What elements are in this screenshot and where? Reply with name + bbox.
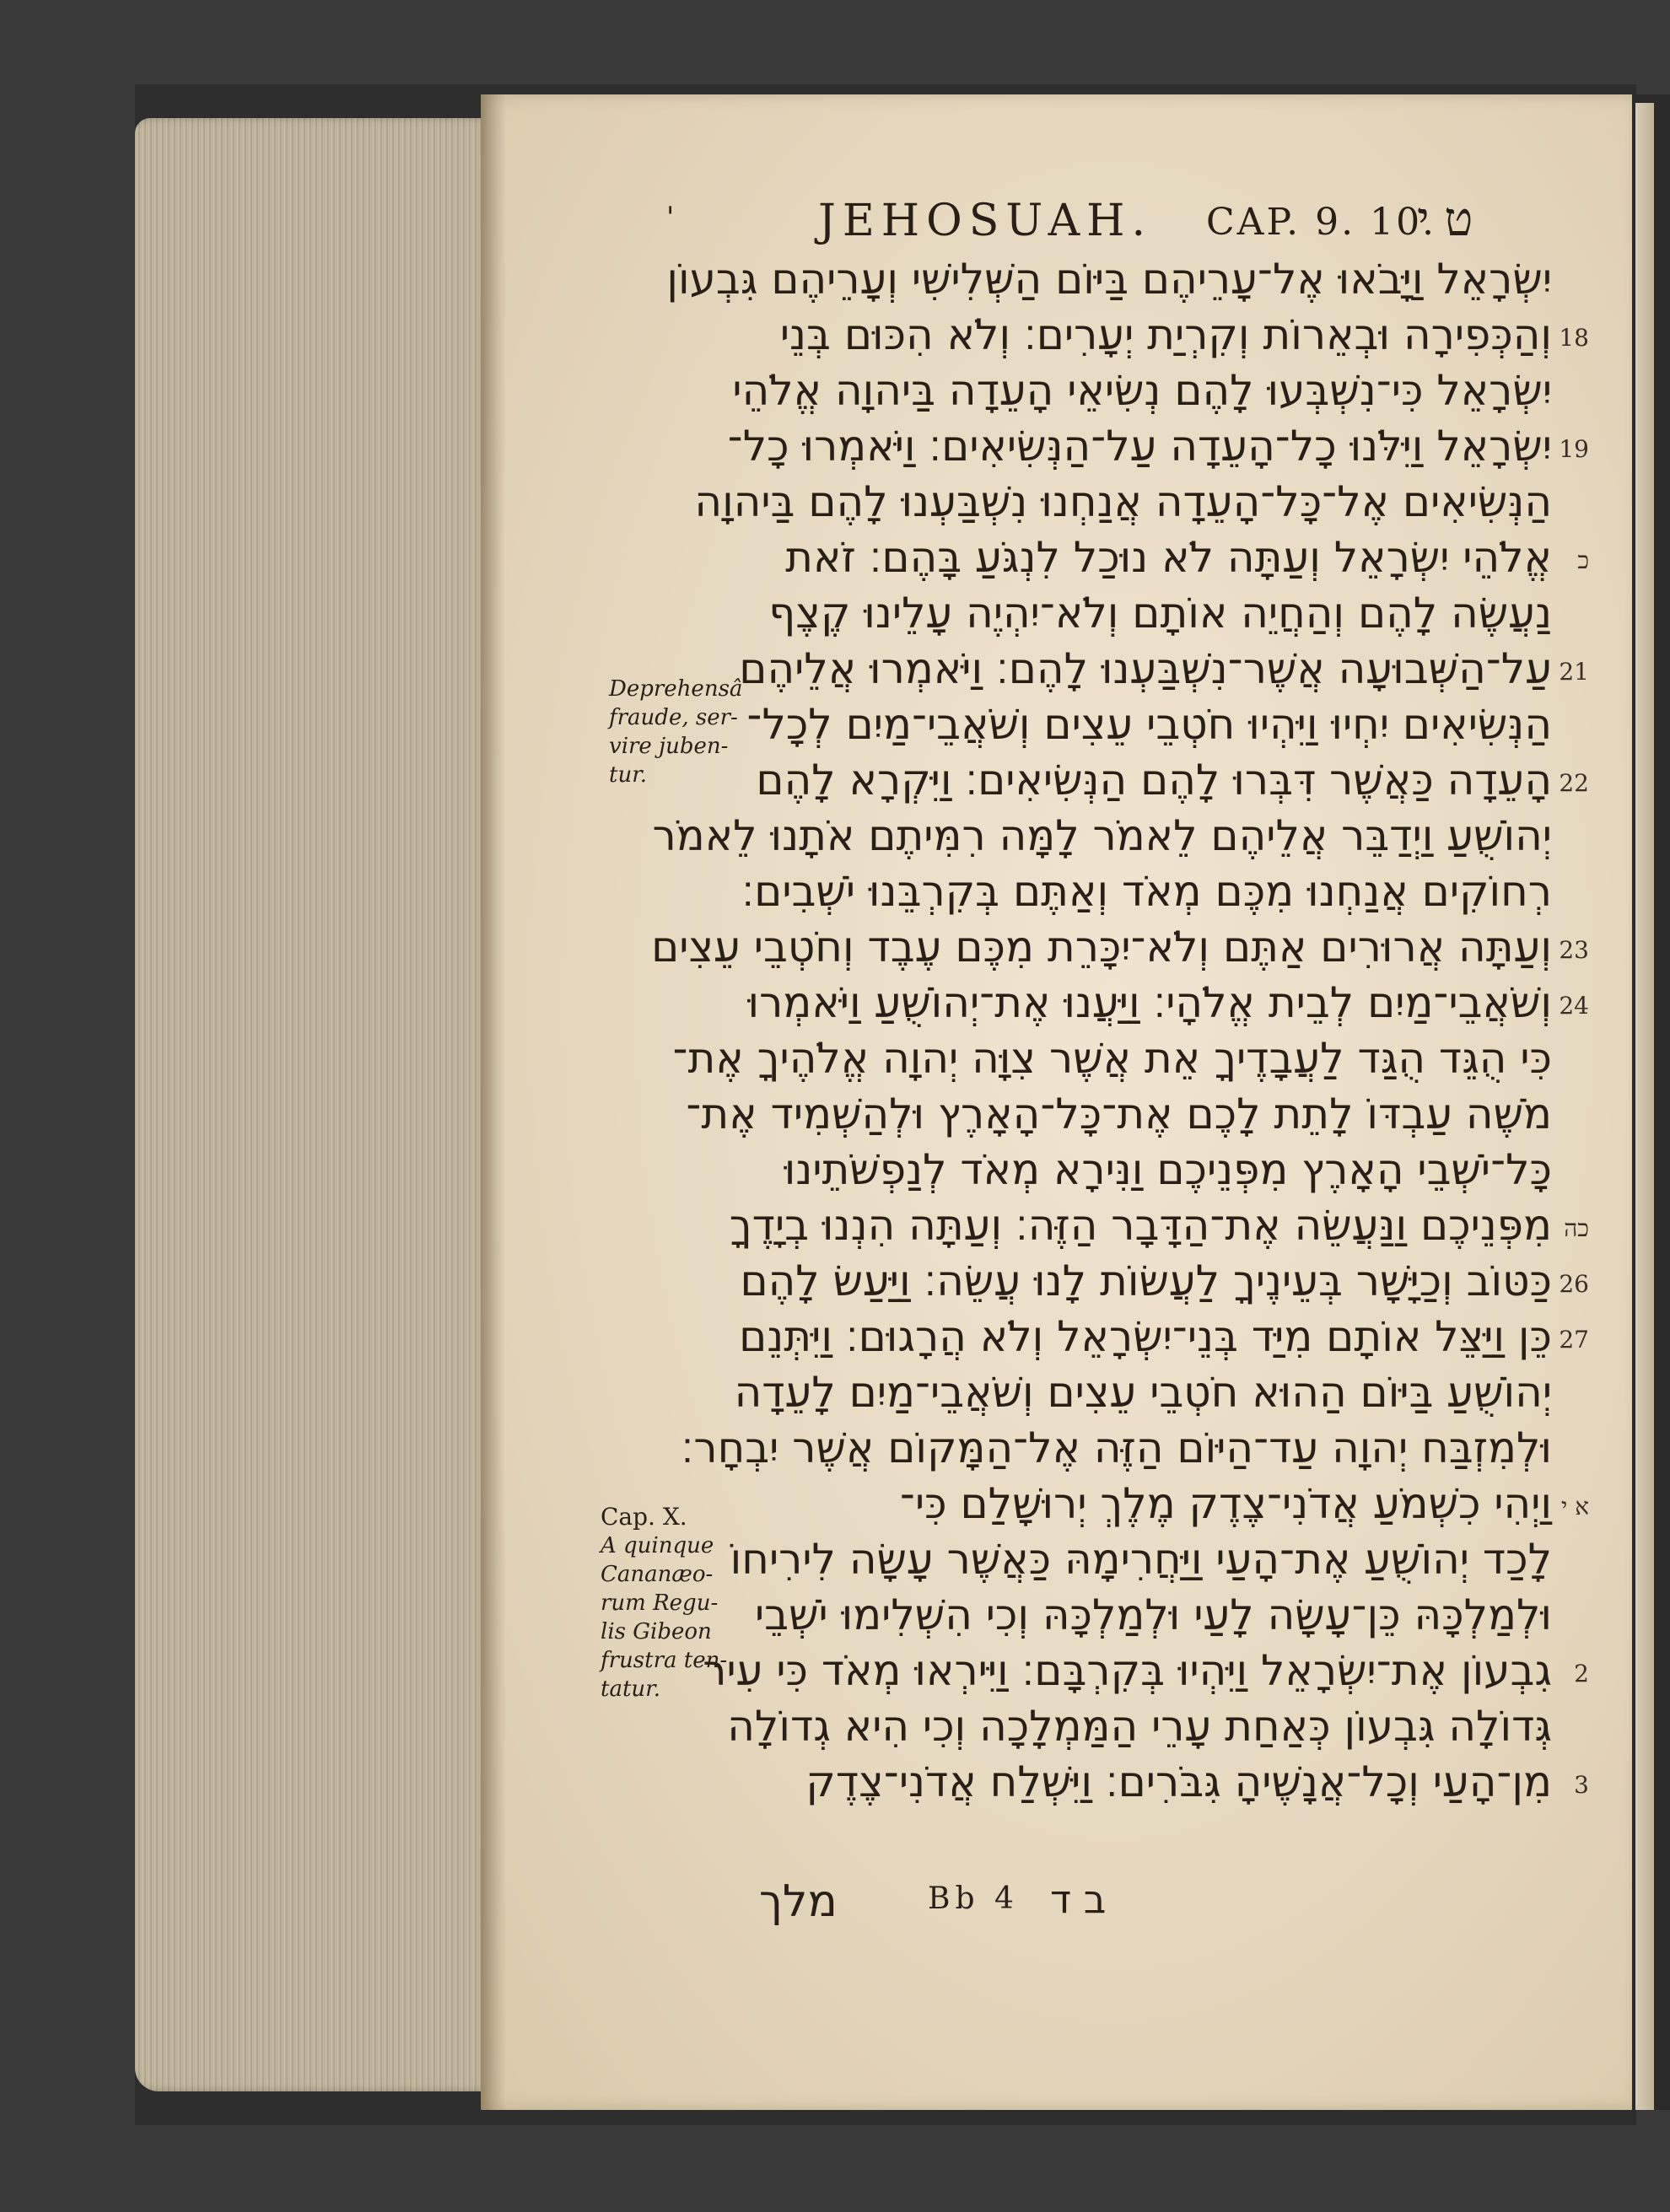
text-line xyxy=(742,530,1589,585)
text-line xyxy=(672,1031,1577,1086)
text-line xyxy=(694,474,1577,530)
margin-note-text: Deprehensâ fraude, ser- vire juben- tur. xyxy=(609,676,743,788)
verse-number: 23 xyxy=(1559,936,1589,964)
hebrew-line-text: וַיְהִי כִשְׁמֹעַ אֲדֹנִי־צֶדֶק מֶלֶךְ יְרוּשָׁלִַם כִּי־ xyxy=(899,1479,1552,1528)
hebrew-line-text: הָעֵדָה כַּאֲשֶׁר דִּבְּרוּ לָהֶם הַנְּשִׂיאִים׃ וַיִּקְרָא לָהֶם xyxy=(756,756,1552,805)
verse-number: כה xyxy=(1564,1214,1589,1242)
text-line xyxy=(681,1420,1577,1476)
hebrew-line-text: יִשְׂרָאֵל וַיָּבֹאוּ אֶל־עָרֵיהֶם בַּיּוֹם הַשְּׁלִישִׁי וְעָרֵיהֶם גִּבְעוֹן xyxy=(666,255,1552,304)
text-line xyxy=(666,251,1577,307)
hebrew-line-text: הַנְּשִׂיאִים יִחְיוּ וַיִּהְיוּ חֹטְבֵי עֵצִים וְשֹׁאֲבֵי־מַיִם לְכָל־ xyxy=(746,700,1552,749)
signature-mark: Bb 4 xyxy=(928,1881,1019,1916)
text-line xyxy=(729,1197,1589,1253)
hebrew-line-text: יִשְׂרָאֵל וַיִּלֹּנוּ כָל־הָעֵדָה עַל־הַנְּשִׂיאִים׃ וַיֹּאמְרוּ כָל־ xyxy=(727,422,1552,471)
verse-number: א י xyxy=(1560,1493,1589,1520)
hebrew-signature: ב ד xyxy=(1050,1876,1107,1922)
margin-note-cap-x xyxy=(601,1503,735,1703)
hebrew-line-text: וְעַתָּה אֲרוּרִים אַתֶּם וְלֹא־יִכָּרֵת מִכֶּם עֶבֶד וְחֹטְבֵי עֵצִים xyxy=(651,923,1552,971)
text-line xyxy=(703,1643,1589,1698)
text-line xyxy=(740,1253,1589,1309)
hebrew-line-text: כֵּן וַיַּצֵּל אוֹתָם מִיַּד בְּנֵי־יִשְׂרָאֵל וְלֹא הֲרָגוּם׃ וַיִּתְּנֵם xyxy=(739,1312,1552,1361)
margin-note-heading: Cap. X. xyxy=(601,1503,687,1531)
chapter-label: CAP. 9. 10. xyxy=(1206,201,1437,244)
hebrew-line-text: גִבְעוֹן אֶת־יִשְׂרָאֵל וַיִּהְיוּ בְּקִרְבָּם׃ וַיִּירְאוּ מְאֹד כִּי עִיר xyxy=(703,1646,1552,1695)
verse-number: 22 xyxy=(1559,769,1589,797)
page-edges xyxy=(135,118,489,2091)
text-line xyxy=(727,1698,1577,1754)
verse-number: כ xyxy=(1577,546,1589,574)
hebrew-line-text: עַל־הַשְּׁבוּעָה אֲשֶׁר־נִשְׁבַּעְנוּ לָהֶם׃ וַיֹּאמְרוּ אֲלֵיהֶם xyxy=(739,644,1552,693)
text-line xyxy=(742,585,1577,641)
verse-number: 3 xyxy=(1574,1771,1589,1799)
verse-number: 26 xyxy=(1559,1270,1589,1298)
verse-number: 18 xyxy=(1559,324,1589,352)
text-line xyxy=(742,1476,1589,1531)
hebrew-line-text: וְהַכְּפִירָה וּבְאֵרוֹת וְקִרְיַת יְעָרִים׃ וְלֹא הִכּוּם בְּנֵי xyxy=(779,310,1552,359)
text-line xyxy=(686,1086,1577,1142)
header-mark: ' xyxy=(666,201,675,234)
book-title: JEHOSUAH. xyxy=(818,196,1153,246)
facing-page-sliver xyxy=(1635,103,1654,2110)
hebrew-line-text: אֱלֹהֵי יִשְׂרָאֵל וְעַתָּה לֹא נוּכַל לִנְגֹּעַ בָּהֶם׃ זֹאת xyxy=(785,533,1552,582)
hebrew-line-text: מֹשֶׁה עַבְדּוֹ לָתֵת לָכֶם אֶת־כָּל־הָאָרֶץ וּלְהַשְׁמִיד אֶת־ xyxy=(686,1090,1552,1138)
hebrew-line-text: יִשְׂרָאֵל כִּי־נִשְׁבְּעוּ לָהֶם נְשִׂיאֵי הָעֵדָה בַּיהוָה אֱלֹהֵי xyxy=(732,366,1552,415)
hebrew-line-text: לָכַד יְהוֹשֻׁעַ אֶת־הָעַי וַיַּחֲרִימָהּ כַּאֲשֶׁר עָשָׂה לִירִיחוֹ xyxy=(730,1535,1552,1584)
hebrew-line-text: הַנְּשִׂיאִים אֶל־כָּל־הָעֵדָה אֲנַחְנוּ נִשְׁבַּעְנוּ לָהֶם בַּיהוָה xyxy=(694,477,1552,526)
hebrew-folio: ט י xyxy=(1417,192,1473,247)
text-line xyxy=(652,808,1577,864)
hebrew-line-text: רְחוֹקִים אֲנַחְנוּ מִכֶּם מְאֹד וְאַתֶּם בְּקִרְבֵּנוּ יֹשְׁבִים׃ xyxy=(741,867,1552,916)
page-footer xyxy=(759,1876,1349,1927)
verse-number: 2 xyxy=(1574,1660,1589,1687)
text-line xyxy=(742,307,1589,363)
text-line xyxy=(742,975,1589,1031)
text-line xyxy=(732,363,1577,418)
text-line xyxy=(742,1754,1589,1810)
hebrew-line-text: מִן־הָעַי וְכָל־אֲנָשֶׁיהָ גִּבֹּרִים׃ וַיִּשְׁלַח אֲדֹנִי־צֶדֶק xyxy=(805,1757,1552,1806)
hebrew-line-text: כַּטּוֹב וְכַיָּשָׁר בְּעֵינֶיךָ לַעֲשׂוֹת לָנוּ עֲשֵׂה׃ וַיַּעַשׂ לָהֶם xyxy=(740,1257,1552,1305)
margin-note-text: A quinque Cananæo- rum Regu- lis Gibeon frustra ten- tatur. xyxy=(601,1533,728,1702)
text-line xyxy=(651,919,1589,975)
text-line xyxy=(742,752,1589,808)
facing-page-edge xyxy=(1632,94,1670,2110)
hebrew-line-text: כָּל־יֹשְׁבֵי הָאָרֶץ מִפְּנֵיכֶם וַנִּירָא מְאֹד לְנַפְשֹׁתֵינוּ xyxy=(784,1145,1552,1194)
hebrew-line-text: יְהוֹשֻׁעַ בַּיּוֹם הַהוּא חֹטְבֵי עֵצִים וְשֹׁאֲבֵי־מַיִם לָעֵדָה xyxy=(734,1368,1552,1417)
hebrew-line-text: נַעֲשֶׂה לָהֶם וְהַחֲיֵה אוֹתָם וְלֹא־יִהְיֶה עָלֵינוּ קֶצֶף xyxy=(768,589,1552,638)
hebrew-line-text: וּלְמַלְכָּהּ כֵּן־עָשָׂה לָעַי וּלְמַלְכָּהּ וְכִי הִשְׁלִימוּ יֹשְׁבֵי xyxy=(755,1590,1552,1639)
hebrew-line-text: גְּדוֹלָה גִּבְעוֹן כְּאַחַת עָרֵי הַמַּמְלָכָה וְכִי הִיא גְדוֹלָה xyxy=(727,1702,1552,1751)
text-line xyxy=(742,1142,1577,1197)
verse-number: 27 xyxy=(1559,1326,1589,1354)
text-line xyxy=(742,697,1577,752)
verse-number: 24 xyxy=(1559,992,1589,1020)
verse-number: 19 xyxy=(1559,435,1589,463)
text-line xyxy=(727,418,1589,474)
text-line xyxy=(734,1364,1577,1420)
text-line xyxy=(742,1587,1577,1643)
hebrew-line-text: מִפְּנֵיכֶם וַנַּעֲשֵׂה אֶת־הַדָּבָר הַזֶּה׃ וְעַתָּה הִנְנוּ בְיָדֶךָ xyxy=(729,1201,1552,1250)
text-line xyxy=(742,864,1577,919)
hebrew-line-text: וּלְמִזְבַּח יְהוָה עַד־הַיּוֹם הַזֶּה אֶל־הַמָּקוֹם אֲשֶׁר יִבְחָר׃ xyxy=(681,1424,1552,1472)
running-header xyxy=(658,184,1501,251)
margin-note-deprehensa xyxy=(609,675,744,789)
verse-number: 21 xyxy=(1559,658,1589,686)
hebrew-line-text: וְשֹׁאֲבֵי־מַיִם לְבֵית אֱלֹהָי׃ וַיַּעֲנוּ אֶת־יְהוֹשֻׁעַ וַיֹּאמְרוּ xyxy=(747,978,1552,1027)
hebrew-line-text: כִּי הֻגֵּד הֻגַּד לַעֲבָדֶיךָ אֵת אֲשֶׁר צִוָּה יְהוָה אֱלֹהֶיךָ אֶת־ xyxy=(672,1034,1552,1083)
text-line xyxy=(739,641,1589,697)
hebrew-line-text: יְהוֹשֻׁעַ וַיְדַבֵּר אֲלֵיהֶם לֵאמֹר לָמָּה רִמִּיתֶם אֹתָנוּ לֵאמֹר xyxy=(652,811,1552,860)
text-line xyxy=(730,1531,1577,1587)
text-line xyxy=(739,1309,1589,1364)
catchword: מלך xyxy=(759,1876,838,1927)
spine-shadow xyxy=(481,94,506,2110)
